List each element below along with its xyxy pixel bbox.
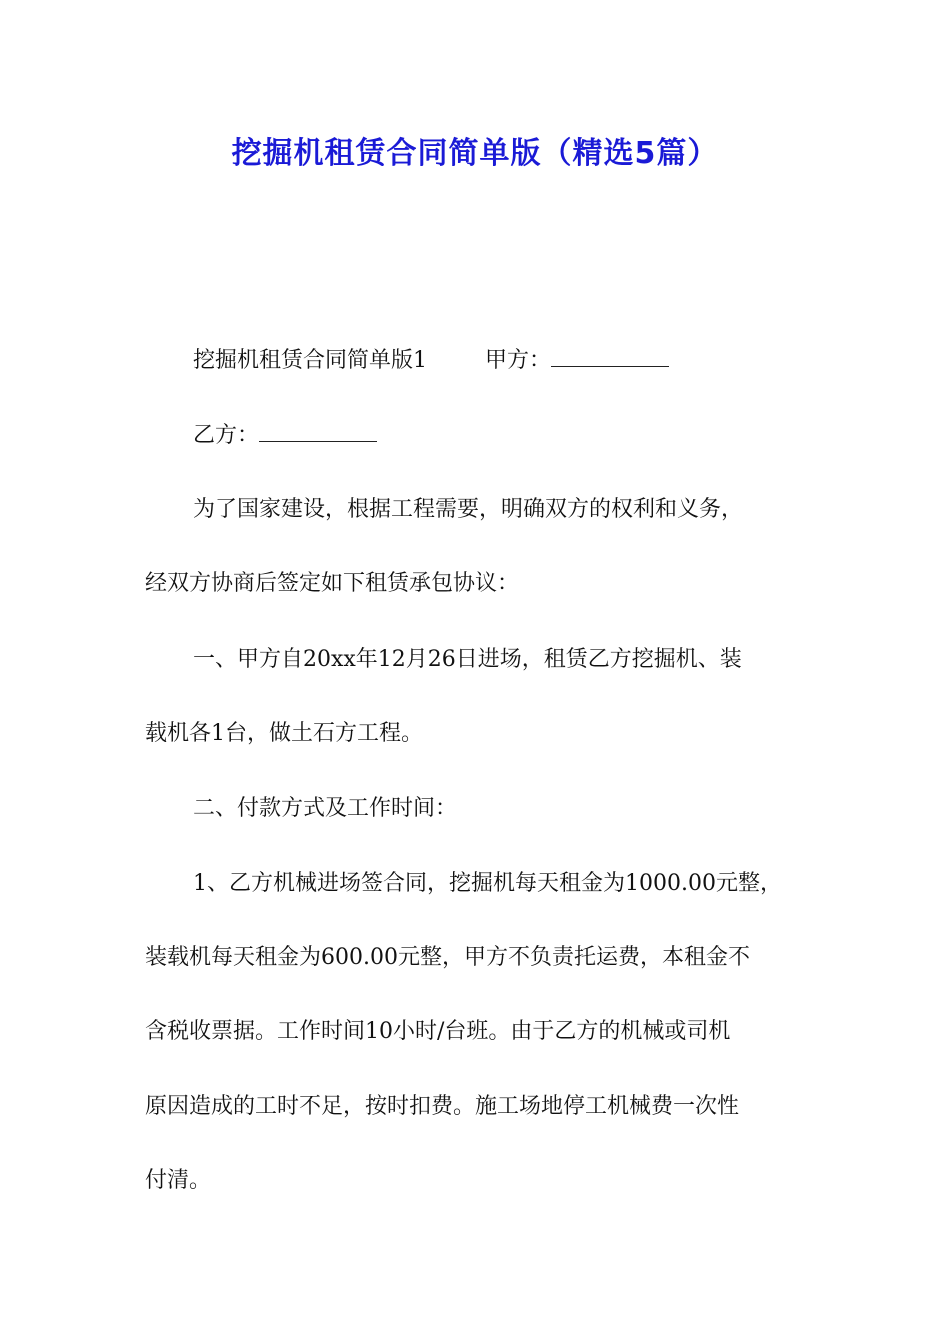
party-a-label: 甲方： [485,348,552,373]
party-a-blank [551,348,669,367]
body-line: 付清。 [145,1168,212,1193]
party-b-line [193,421,377,451]
body-line: 1、乙方机械进场签合同，挖掘机每天租金为1000.00元整， [193,871,782,896]
section-heading: 二、付款方式及工作时间： [193,796,458,821]
body-line: 装载机每天租金为600.00元整，甲方不负责托运费，本租金不 [145,945,750,970]
document-title: 挖掘机租赁合同简单版（精选5篇） [231,136,719,171]
body-line: 经双方协商后签定如下租赁承包协议： [145,571,520,596]
body-line: 一、甲方自20xx年12月26日进场，租赁乙方挖掘机、装 [193,647,742,672]
contract-heading-line [193,346,669,376]
party-b-label: 乙方： [193,423,260,448]
body-line: 原因造成的工时不足，按时扣费。施工场地停工机械费一次性 [145,1094,740,1119]
party-b-blank [259,423,377,442]
body-line: 载机各1台，做土石方工程。 [145,721,423,746]
body-line: 为了国家建设，根据工程需要，明确双方的权利和义务， [193,497,744,522]
contract-heading: 挖掘机租赁合同简单版1 [193,348,427,373]
body-line: 含税收票据。工作时间10小时/台班。由于乙方的机械或司机 [145,1019,731,1044]
